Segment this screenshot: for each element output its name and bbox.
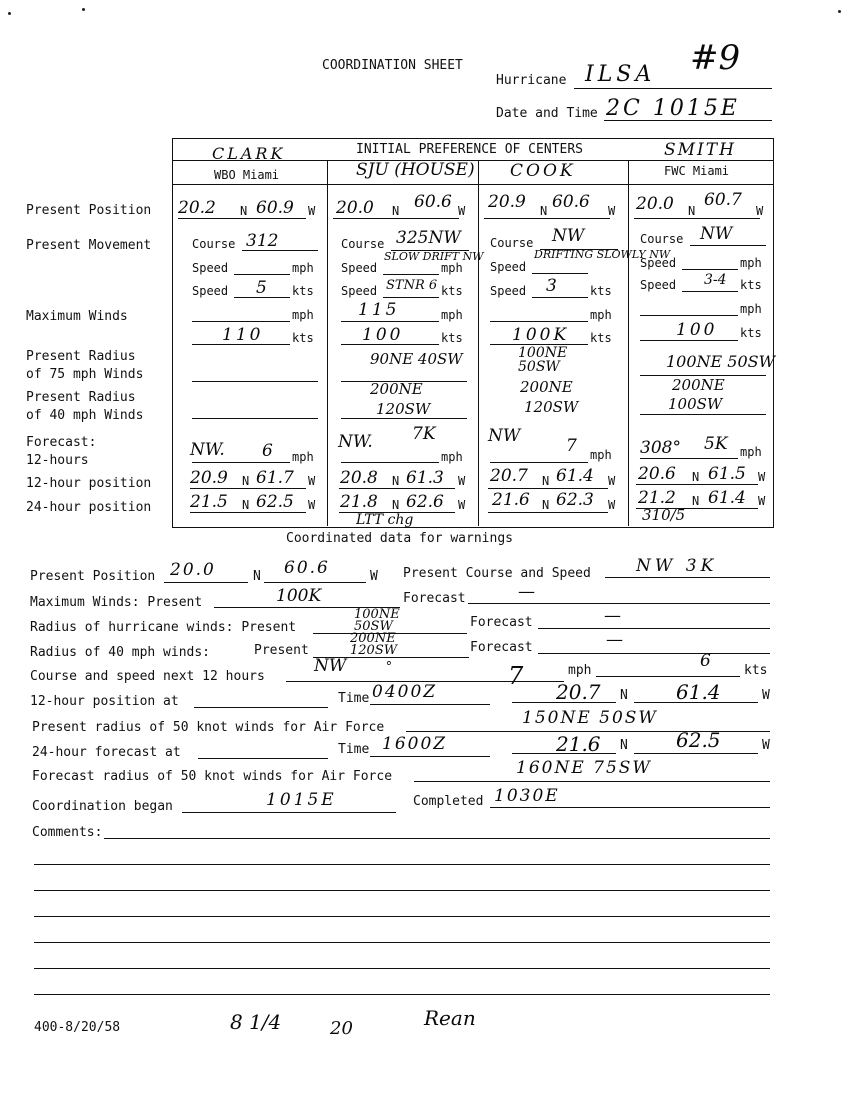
field-unit: W xyxy=(370,569,378,584)
label-12-hours: 12-hours xyxy=(26,453,89,468)
field-underline xyxy=(234,274,290,275)
cell-12h-w: 61.4 xyxy=(556,466,594,486)
present-course-value: NW 3K xyxy=(636,556,718,576)
field-underline xyxy=(190,512,306,513)
label-present-movement: Present Movement xyxy=(26,238,152,253)
field-underline xyxy=(634,753,758,754)
field-underline xyxy=(488,512,608,513)
field-unit: kts xyxy=(740,278,762,292)
footer-note: 8 1/4 xyxy=(230,1010,282,1034)
cell-speed-kts: 3 xyxy=(546,276,557,296)
cell-position-w: 60.9 xyxy=(256,198,294,218)
field-unit: mph xyxy=(292,308,314,322)
field-underline xyxy=(339,488,455,489)
scan-speck xyxy=(8,12,11,15)
cell-24h-n: 21.8 xyxy=(340,492,378,512)
hurricane-name: ILSA xyxy=(585,62,656,87)
form-number: 400-8/20/58 xyxy=(34,1020,121,1035)
field-unit: N xyxy=(242,474,250,488)
field-label: Speed xyxy=(192,284,229,298)
field-underline xyxy=(490,462,588,463)
cell-note: LTT chg xyxy=(356,512,414,528)
comments-line xyxy=(34,890,770,891)
radius40-forecast: — xyxy=(606,630,623,650)
field-unit: W xyxy=(458,498,466,512)
field-underline xyxy=(468,603,770,604)
field-underline xyxy=(634,218,760,219)
degree-mark: ° xyxy=(385,660,393,675)
label-radius40-line1: Present Radius xyxy=(26,390,136,405)
field-label: Speed xyxy=(341,284,378,298)
field-unit: W xyxy=(758,494,766,508)
field-underline xyxy=(532,297,588,298)
field-label: Course xyxy=(490,236,534,250)
field-underline xyxy=(341,462,439,463)
forecaster-name: SMITH xyxy=(664,140,736,160)
field-unit: W xyxy=(308,498,316,512)
field-underline xyxy=(194,707,328,708)
field-underline xyxy=(264,582,366,583)
pos12-time: 0400Z xyxy=(372,682,438,702)
field-unit: W xyxy=(762,688,770,703)
cell-24h-w: 62.3 xyxy=(556,490,594,510)
cell-24h-w: 62.6 xyxy=(406,492,444,512)
field-underline xyxy=(192,462,290,463)
datetime-value: 2C 1015E xyxy=(606,96,740,121)
field-underline xyxy=(414,781,770,782)
cell-speed-mph: DRIFTING SLOWLY NW xyxy=(534,248,671,261)
cell-position-n: 20.0 xyxy=(636,194,674,214)
field-unit: W xyxy=(758,470,766,484)
field-unit: mph xyxy=(740,445,762,459)
cell-course: NW xyxy=(552,226,585,246)
label-forecast: Forecast: xyxy=(26,435,97,450)
cell-12h-n: 20.8 xyxy=(340,468,378,488)
field-underline xyxy=(605,577,770,578)
field-unit: N xyxy=(542,474,550,488)
cell-24h-w: 61.4 xyxy=(708,488,746,508)
field-label: Speed xyxy=(490,260,527,274)
cell-max-kts: 100K xyxy=(512,325,570,345)
fc24-n: 21.6 xyxy=(556,732,601,756)
field-label: Speed xyxy=(640,278,677,292)
coordination-began-label: Coordination began xyxy=(32,799,173,814)
field-unit: mph xyxy=(568,663,592,678)
radius40-label: Radius of 40 mph winds: xyxy=(30,645,211,660)
cell-forecast-speed: 5K xyxy=(704,434,728,454)
cell-position-w: 60.7 xyxy=(704,190,742,210)
pos12-label: 12-hour position at xyxy=(30,694,179,709)
radius-hurricane-present: 100NE 50SW xyxy=(354,607,400,634)
cell-speed-kts: STNR 6 xyxy=(386,278,438,293)
label-radius75-line2: of 75 mph Winds xyxy=(26,367,144,382)
field-unit: mph xyxy=(292,450,314,464)
field-unit: kts xyxy=(590,284,612,298)
cell-max-kts: 100 xyxy=(362,325,404,345)
field-unit: mph xyxy=(590,448,612,462)
max-winds-present: 100K xyxy=(276,586,322,606)
field-underline xyxy=(682,269,738,270)
field-unit: W xyxy=(608,204,616,218)
table-col-divider xyxy=(628,160,629,526)
cell-24h-n: 21.6 xyxy=(492,490,530,510)
cell-note: 310/5 xyxy=(642,506,686,524)
time-label: Time xyxy=(338,742,370,757)
field-underline xyxy=(538,653,770,654)
radius40-present: 200NE 120SW xyxy=(350,631,398,658)
field-unit: W xyxy=(608,474,616,488)
cell-max-kts: 110 xyxy=(222,325,264,345)
cell-12h-w: 61.3 xyxy=(406,468,444,488)
field-underline xyxy=(488,488,608,489)
field-underline xyxy=(192,381,318,382)
label-maximum-winds: Maximum Winds xyxy=(26,309,128,324)
field-underline xyxy=(532,273,588,274)
label-radius75-line1: Present Radius xyxy=(26,349,136,364)
field-underline xyxy=(682,291,738,292)
table-col-divider xyxy=(327,160,328,526)
comments-line xyxy=(34,864,770,865)
course-next-dir: NW xyxy=(314,656,347,676)
field-unit: kts xyxy=(441,331,463,345)
field-unit: W xyxy=(608,498,616,512)
cell-max-mph: 115 xyxy=(358,300,400,320)
field-underline xyxy=(490,321,588,322)
field-underline xyxy=(690,245,766,246)
field-unit: mph xyxy=(590,308,612,322)
field-unit: W xyxy=(762,738,770,753)
field-underline xyxy=(164,582,248,583)
forecast-label: Forecast xyxy=(403,591,466,606)
table-col-divider xyxy=(478,160,479,526)
field-unit: N xyxy=(692,494,700,508)
field-unit: kts xyxy=(740,326,762,340)
comments-line xyxy=(34,916,770,917)
center-name: FWC Miami xyxy=(664,164,730,178)
field-label: Speed xyxy=(490,284,527,298)
present-position-label: Present Position xyxy=(30,569,156,584)
cell-forecast-speed: 7K xyxy=(412,424,436,444)
field-label: Speed xyxy=(341,261,378,275)
forecaster-name: SJU (HOUSE) xyxy=(356,160,475,180)
field-underline xyxy=(490,807,770,808)
label-radius40-line2: of 40 mph Winds xyxy=(26,408,144,423)
present-position-n: 20.0 xyxy=(170,560,216,580)
cell-forecast-speed: 6 xyxy=(262,441,273,461)
cell-12h-n: 20.9 xyxy=(190,468,228,488)
field-unit: mph xyxy=(740,256,762,270)
present-word: Present xyxy=(254,643,309,658)
field-unit: kts xyxy=(441,284,463,298)
field-unit: mph xyxy=(740,302,762,316)
field-unit: N xyxy=(392,204,400,218)
field-unit: W xyxy=(756,204,764,218)
field-unit: N xyxy=(688,204,696,218)
table-header-divider xyxy=(172,184,773,185)
field-underline xyxy=(636,484,758,485)
hurricane-underline xyxy=(574,88,772,89)
field-underline xyxy=(383,274,439,275)
table-title: INITIAL PREFERENCE OF CENTERS xyxy=(356,142,583,157)
field-unit: N xyxy=(253,569,261,584)
field-underline xyxy=(383,297,439,298)
field-unit: kts xyxy=(292,331,314,345)
cell-radius40-sw: 120SW xyxy=(524,398,579,416)
cell-speed-kts: 5 xyxy=(256,278,267,298)
field-unit: N xyxy=(392,474,400,488)
present-position-w: 60.6 xyxy=(284,558,330,578)
field-underline xyxy=(341,321,439,322)
cell-radius40-sw: 100SW xyxy=(668,395,723,413)
field-underline xyxy=(640,458,738,459)
center-name: WBO Miami xyxy=(214,168,280,182)
scan-speck xyxy=(838,10,841,13)
cell-forecast-dir: 308° xyxy=(640,438,681,458)
cell-12h-w: 61.5 xyxy=(708,464,746,484)
field-underline xyxy=(640,340,738,341)
field-underline xyxy=(182,812,396,813)
cell-course: 312 xyxy=(246,231,279,251)
scan-speck xyxy=(82,8,85,11)
fr50-label: Forecast radius of 50 knot winds for Air Force xyxy=(32,769,393,784)
field-underline xyxy=(178,218,306,219)
field-unit: kts xyxy=(590,331,612,345)
comments-line xyxy=(34,942,770,943)
field-underline xyxy=(596,676,740,677)
forecaster-name: COOK xyxy=(510,161,576,181)
course-next-label: Course and speed next 12 hours xyxy=(30,669,265,684)
fr50-value: 160NE 75SW xyxy=(516,758,652,778)
fc24-w: 62.5 xyxy=(676,728,721,752)
coordination-began-value: 1015E xyxy=(266,790,337,810)
field-underline xyxy=(190,488,306,489)
field-underline xyxy=(370,704,490,705)
cell-position-n: 20.0 xyxy=(336,198,374,218)
course-next-kts: 6 xyxy=(700,651,711,671)
cell-24h-n: 21.5 xyxy=(190,492,228,512)
footer-note: 20 xyxy=(330,1018,353,1039)
field-underline xyxy=(640,414,766,415)
field-underline xyxy=(640,315,738,316)
field-underline xyxy=(341,418,467,419)
field-unit: N xyxy=(542,498,550,512)
field-unit: N xyxy=(240,204,248,218)
label-present-position: Present Position xyxy=(26,203,152,218)
cell-24h-w: 62.5 xyxy=(256,492,294,512)
max-winds-label: Maximum Winds: Present xyxy=(30,595,203,610)
field-unit: kts xyxy=(292,284,314,298)
fc24-time: 1600Z xyxy=(382,734,448,754)
field-underline xyxy=(484,218,610,219)
footer-signature: Rean xyxy=(424,1006,476,1030)
field-unit: W xyxy=(458,474,466,488)
cell-position-w: 60.6 xyxy=(414,192,452,212)
comments-line xyxy=(34,994,770,995)
field-unit: kts xyxy=(744,663,768,678)
label-12-hour-position: 12-hour position xyxy=(26,476,152,491)
comments-line xyxy=(34,968,770,969)
field-underline xyxy=(192,418,318,419)
forecast-label: Forecast xyxy=(470,640,533,655)
cell-radius40-ne: 200NE xyxy=(370,380,423,398)
field-label: Speed xyxy=(640,256,677,270)
cell-radius40-sw: 120SW xyxy=(376,400,431,418)
present-course-label: Present Course and Speed xyxy=(403,566,591,581)
datetime-label: Date and Time xyxy=(496,106,598,121)
cell-course: 325NW xyxy=(396,228,461,248)
field-unit: W xyxy=(308,474,316,488)
cell-position-w: 60.6 xyxy=(552,192,590,212)
comments-line xyxy=(104,838,770,839)
field-underline xyxy=(370,756,490,757)
cell-forecast-dir: NW. xyxy=(338,432,373,452)
field-label: Course xyxy=(192,237,236,251)
field-unit: N xyxy=(392,498,400,512)
field-unit: N xyxy=(620,688,628,703)
field-unit: mph xyxy=(441,261,463,275)
pos12-w: 61.4 xyxy=(676,680,721,704)
label-24-hour-position: 24-hour position xyxy=(26,500,152,515)
completed-label: Completed xyxy=(413,794,484,809)
coordinated-title: Coordinated data for warnings xyxy=(286,531,513,546)
r50-value: 150NE 50SW xyxy=(522,708,658,728)
field-unit: mph xyxy=(441,308,463,322)
time-label: Time xyxy=(338,691,370,706)
field-unit: N xyxy=(692,470,700,484)
course-next-mph: 7 xyxy=(508,662,524,690)
cell-24h-n: 21.2 xyxy=(638,488,676,508)
cell-speed-kts: 3-4 xyxy=(704,272,727,288)
radius-hurricane-label: Radius of hurricane winds: Present xyxy=(30,620,297,635)
cell-radius40-ne: 200NE xyxy=(672,376,725,394)
field-label: Course xyxy=(341,237,385,251)
comments-label: Comments: xyxy=(32,825,103,840)
forecaster-name: CLARK xyxy=(212,144,286,163)
field-underline xyxy=(538,628,770,629)
cell-position-n: 20.9 xyxy=(488,192,526,212)
fc24-label: 24-hour forecast at xyxy=(32,745,181,760)
field-underline xyxy=(333,218,459,219)
cell-12h-n: 20.6 xyxy=(638,464,676,484)
field-unit: W xyxy=(308,204,316,218)
max-winds-forecast: — xyxy=(518,582,535,602)
field-underline xyxy=(198,758,328,759)
cell-radius40-ne: 200NE xyxy=(520,378,573,396)
r50-label: Present radius of 50 knot winds for Air Force xyxy=(32,720,385,735)
cell-forecast-dir: NW. xyxy=(190,440,225,460)
completed-value: 1030E xyxy=(494,786,560,806)
cell-radius75: 90NE 40SW xyxy=(370,350,463,368)
field-underline xyxy=(192,321,290,322)
pos12-n: 20.7 xyxy=(556,680,601,704)
cell-radius75: 100NE 50SW xyxy=(666,352,776,371)
cell-forecast-speed: 7 xyxy=(566,436,577,456)
cell-12h-n: 20.7 xyxy=(490,466,528,486)
cell-forecast-dir: NW xyxy=(488,426,521,446)
cell-course: NW xyxy=(700,224,733,244)
cell-speed-mph: SLOW DRIFT NW xyxy=(384,250,484,263)
cell-max-kts: 100 xyxy=(676,320,718,340)
radius-hurricane-forecast: — xyxy=(604,606,621,626)
cell-position-n: 20.2 xyxy=(178,198,216,218)
sheet-title: COORDINATION SHEET xyxy=(322,58,463,73)
field-unit: N xyxy=(620,738,628,753)
field-unit: mph xyxy=(292,261,314,275)
forecast-label: Forecast xyxy=(470,615,533,630)
field-label: Speed xyxy=(192,261,229,275)
cell-12h-w: 61.7 xyxy=(256,468,294,488)
field-unit: N xyxy=(242,498,250,512)
hurricane-label: Hurricane xyxy=(496,73,567,88)
field-label: Course xyxy=(640,232,684,246)
field-unit: N xyxy=(540,204,548,218)
cell-radius75: 100NE 50SW xyxy=(518,345,568,375)
field-unit: mph xyxy=(441,450,463,464)
field-unit: W xyxy=(458,204,466,218)
sheet-number-mark: #9 xyxy=(690,38,741,78)
